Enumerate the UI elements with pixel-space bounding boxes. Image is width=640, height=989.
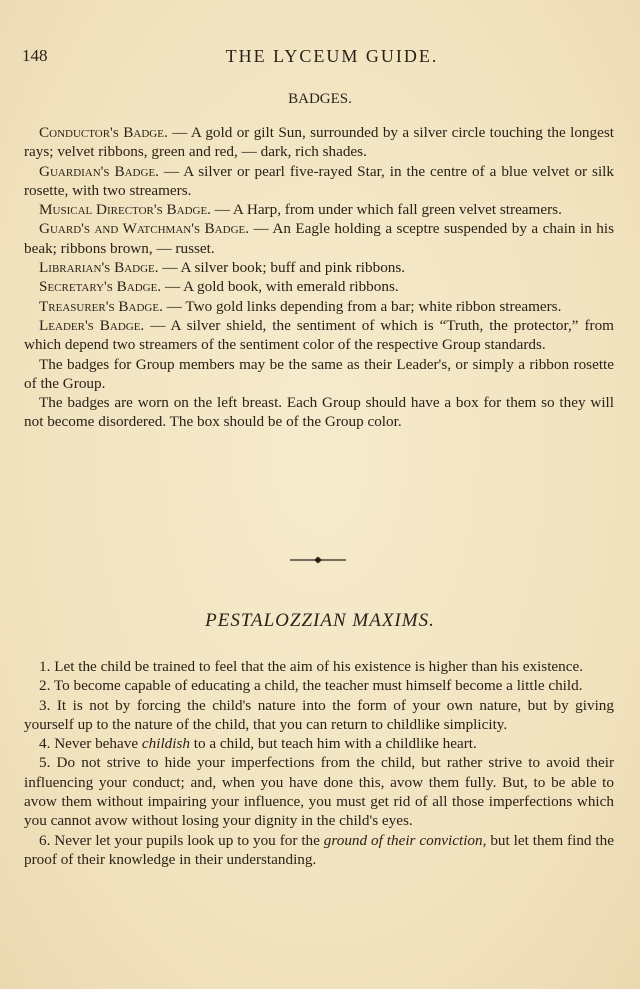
maxim-text: 1. Let the child be trained to feel that the aim of his existence is higher than his existence. <box>39 658 584 675</box>
badge-description: — A silver or pearl five-rayed Star, in the centre of a blue velvet or silk rosette, with two streamers. <box>24 162 614 199</box>
maxim-item <box>24 696 614 735</box>
maxim-item <box>24 831 614 870</box>
running-title: THE LYCEUM GUIDE. <box>225 46 439 66</box>
maxim-text: 5. Do not strive to hide your imperfections from the child, but rather strive to avoid their influencing your conduct; and, when you have done this, avow them fully. But, to be able to avow them without impairing your influence, you must get rid of all those imperfections which you cannot avow without losing your dignity in the child's eyes. <box>24 754 614 830</box>
badge-paragraph <box>24 200 614 219</box>
badges-section <box>24 123 614 432</box>
ornamental-divider <box>290 556 346 564</box>
maxim-item <box>24 676 614 695</box>
maxim-text: 3. It is not by forcing the child's nature into the form of your own nature, but by giving yourself up to the nature of the child, that you can return to childlike simplicity. <box>24 696 614 733</box>
maxim-text: 2. To become capable of educating a child, the teacher must himself become a little child. <box>39 677 583 695</box>
badge-title: Musical Director's Badge. <box>39 201 211 219</box>
maxim-item <box>24 657 614 676</box>
badge-description: — A silver book; buff and pink ribbons. <box>158 259 406 277</box>
badge-title: Secretary's Badge. <box>39 278 162 296</box>
badge-description: — A silver shield, the sentiment of which is “Truth, the protector,” from which depend two streamers of the sentiment color of the respective Group standards. <box>24 316 614 354</box>
badge-title: Leader's Badge. <box>39 316 145 334</box>
maxims-section <box>24 657 614 869</box>
badges-heading: BADGES. <box>288 91 352 107</box>
maxim-item <box>24 753 614 830</box>
maxims-title: PESTALOZZIAN MAXIMS. <box>205 610 435 631</box>
badge-title: Guardian's Badge. <box>39 162 159 180</box>
maxim-emphasis: childish <box>141 735 190 753</box>
maxim-emphasis: ground of their conviction, <box>323 831 487 849</box>
running-header <box>22 46 622 68</box>
badge-paragraph <box>24 258 614 277</box>
maxim-text: to a child, but teach him with a childlike heart. <box>189 735 477 753</box>
badge-title: Librarian's Badge. <box>39 259 159 277</box>
badge-description: — A gold book, with emerald ribbons. <box>161 278 399 296</box>
badge-paragraph <box>24 162 614 201</box>
badge-paragraph <box>24 219 614 258</box>
page-number: 148 <box>22 46 48 65</box>
badge-description: — An Eagle holding a sceptre suspended by a chain in his beak; ribbons brown, — russet. <box>24 220 615 257</box>
maxim-text: 6. Never let your pupils look up to you for the <box>39 831 324 849</box>
maxim-item <box>24 734 614 753</box>
badge-description: — A gold or gilt Sun, surrounded by a silver circle touching the longest rays; velvet ribbons, green and red, — dark, rich shades. <box>24 124 614 161</box>
badge-paragraph <box>24 277 614 296</box>
body-paragraph: The badges are worn on the left breast. Each Group should have a box for them so they will not become disordered. The box should be of the Group color. <box>24 394 614 431</box>
badge-paragraph <box>24 297 614 316</box>
badge-paragraph <box>24 316 614 355</box>
badge-title: Treasurer's Badge. <box>39 297 163 315</box>
badge-title: Guard's and Watchman's Badge. <box>39 220 250 238</box>
body-paragraph: The badges for Group members may be the same as their Leader's, or simply a ribbon rosette of the Group. <box>24 355 614 392</box>
maxim-text: 4. Never behave <box>39 735 142 753</box>
badge-description: — A Harp, from under which fall green velvet streamers. <box>210 201 562 219</box>
badge-description: — Two gold links depending from a bar; white ribbon streamers. <box>162 297 562 315</box>
maxim-text: but let them find the proof of their knowledge in their understanding. <box>24 831 614 868</box>
badge-paragraph <box>24 123 614 162</box>
badge-title: Conductor's Badge. <box>39 124 168 141</box>
